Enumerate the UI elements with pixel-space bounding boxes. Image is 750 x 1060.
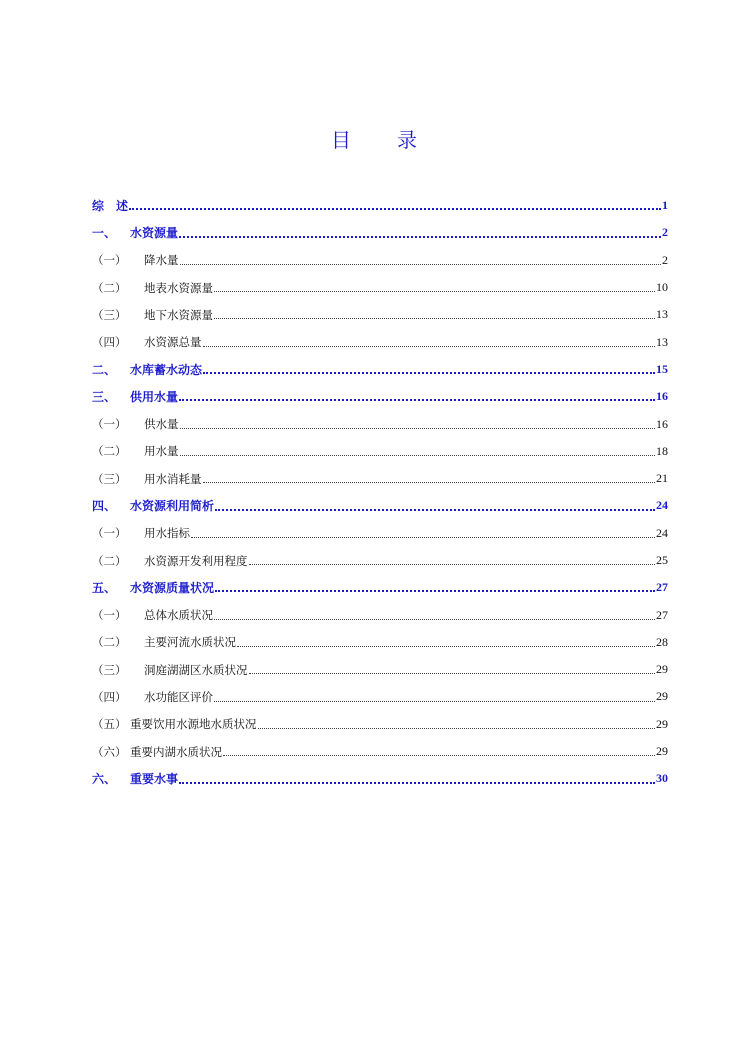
toc-entry-page-number: 27 (656, 607, 668, 622)
toc-entry-page-number: 29 (656, 689, 668, 704)
toc-entry-label: 水资源利用简析 (130, 499, 215, 514)
toc-entry-label: 供用水量 (130, 390, 179, 405)
toc-entry[interactable] (92, 328, 668, 355)
toc-entry[interactable] (92, 520, 668, 547)
toc-entry-label: 水资源开发利用程度 (144, 553, 248, 568)
toc-entry-number: （二） (92, 280, 127, 295)
toc-entry-label: 用水量 (144, 444, 179, 459)
toc-dot-leader (179, 399, 655, 401)
toc-dot-leader (258, 728, 656, 729)
toc-entry-page-number: 1 (662, 198, 668, 213)
toc-entry-page-number: 21 (656, 471, 668, 486)
toc-entry[interactable] (92, 492, 668, 519)
toc-dot-leader (214, 318, 655, 319)
toc-dot-leader (179, 236, 661, 238)
toc-entry-page-number: 25 (656, 553, 668, 567)
toc-dot-leader (179, 782, 655, 784)
toc-entry[interactable] (92, 765, 668, 792)
toc-entry[interactable] (92, 438, 668, 465)
toc-entry[interactable] (92, 465, 668, 492)
toc-entry-number: （一） (92, 253, 127, 268)
toc-entry[interactable] (92, 547, 668, 574)
toc-entry[interactable] (92, 629, 668, 656)
toc-entry-label: 主要河流水质状况 (144, 635, 236, 650)
toc-dot-leader (214, 701, 655, 702)
toc-dot-leader (203, 346, 656, 347)
toc-entry[interactable] (92, 356, 668, 383)
toc-entry-page-number: 24 (656, 498, 668, 513)
toc-dot-leader (223, 755, 655, 756)
toc-entry-label: 用水消耗量 (144, 471, 202, 486)
toc-entry-number: （四） (92, 335, 127, 350)
toc-entry-label: 水库蓄水动态 (130, 362, 203, 377)
toc-entry-number: 五、 (92, 581, 117, 596)
toc-entry[interactable] (92, 738, 668, 765)
toc-entry-number: （三） (92, 662, 127, 677)
toc-entry-number: 二、 (92, 362, 117, 377)
toc-entry-number: （二） (92, 444, 127, 459)
toc-entry-number: （三） (92, 471, 127, 486)
toc-entry-number: 四、 (92, 499, 117, 514)
toc-dot-leader (180, 264, 662, 265)
toc-entry-page-number: 10 (656, 280, 668, 295)
toc-entry-label: 水功能区评价 (144, 689, 213, 704)
toc-entry-page-number: 2 (662, 252, 668, 267)
toc-dot-leader (191, 537, 655, 538)
toc-entry[interactable] (92, 711, 668, 738)
toc-entry-number: （一） (92, 417, 127, 432)
toc-entry-number: （二） (92, 553, 127, 568)
toc-dot-leader (129, 208, 661, 210)
toc-entry[interactable] (92, 601, 668, 628)
toc-dot-leader (203, 372, 655, 374)
toc-entry-page-number: 13 (656, 334, 668, 349)
toc-dot-leader (180, 455, 656, 456)
toc-entry-label: 洞庭湖湖区水质状况 (144, 662, 248, 677)
toc-dot-leader (237, 646, 655, 647)
toc-entry[interactable] (92, 247, 668, 274)
toc-entry[interactable] (92, 274, 668, 301)
toc-dot-leader (215, 509, 655, 511)
toc-entry-page-number: 2 (662, 225, 668, 240)
toc-entry[interactable] (92, 574, 668, 601)
toc-entry[interactable] (92, 410, 668, 437)
toc-entry-number: （六） (92, 744, 127, 759)
toc-entry-label: 地下水资源量 (144, 307, 213, 322)
toc-entry-label: 供水量 (144, 417, 179, 432)
toc-entry-page-number: 18 (656, 443, 668, 458)
toc-entry-page-number: 30 (656, 771, 668, 786)
toc-dot-leader (180, 428, 656, 429)
toc-entry-label: 用水指标 (144, 526, 190, 541)
toc-entry-page-number: 13 (656, 307, 668, 322)
toc-title (0, 124, 750, 153)
toc-entry-number: （二） (92, 635, 127, 650)
toc-entry-label: 重要饮用水源地水质状况 (130, 717, 257, 732)
toc-entry-page-number: 27 (656, 580, 668, 595)
toc-entry-page-number: 29 (656, 716, 668, 731)
toc-entry[interactable] (92, 192, 668, 219)
toc-entry-label: 水资源总量 (144, 335, 202, 350)
toc-entry-number: （四） (92, 689, 127, 704)
toc-entry-page-number: 29 (656, 662, 668, 677)
toc-entry-number: 一、 (92, 226, 117, 241)
toc-entry[interactable] (92, 656, 668, 683)
table-of-contents (92, 192, 668, 793)
toc-entry[interactable] (92, 301, 668, 328)
toc-entry-number: （一） (92, 608, 127, 623)
toc-entry-page-number: 15 (656, 361, 668, 376)
toc-dot-leader (249, 564, 656, 565)
toc-title-char-1: 目 (331, 128, 353, 152)
toc-entry[interactable] (92, 219, 668, 246)
toc-entry-label: 总体水质状况 (144, 608, 213, 623)
toc-entry-number: 三、 (92, 390, 117, 405)
toc-entry-page-number: 16 (656, 416, 668, 431)
toc-entry-label: 地表水资源量 (144, 280, 213, 295)
toc-dot-leader (203, 482, 656, 483)
toc-entry[interactable] (92, 683, 668, 710)
toc-entry-page-number: 28 (656, 634, 668, 649)
toc-entry[interactable] (92, 383, 668, 410)
toc-dot-leader (215, 590, 655, 592)
toc-entry-number: （三） (92, 307, 127, 322)
toc-entry-label: 综 述 (92, 199, 129, 214)
toc-entry-number: （一） (92, 526, 127, 541)
toc-entry-page-number: 24 (656, 525, 668, 540)
toc-entry-number: （五） (92, 717, 127, 732)
toc-entry-page-number: 16 (656, 389, 668, 404)
toc-dot-leader (249, 673, 656, 674)
toc-entry-label: 重要内湖水质状况 (130, 744, 222, 759)
toc-entry-label: 水资源量 (130, 226, 179, 241)
toc-dot-leader (214, 619, 655, 620)
toc-entry-page-number: 29 (656, 744, 668, 759)
toc-entry-label: 重要水事 (130, 772, 179, 787)
toc-title-char-2: 录 (397, 128, 419, 152)
toc-entry-label: 水资源质量状况 (130, 581, 215, 596)
toc-entry-label: 降水量 (144, 253, 179, 268)
toc-entry-number: 六、 (92, 772, 117, 787)
toc-dot-leader (214, 291, 655, 292)
